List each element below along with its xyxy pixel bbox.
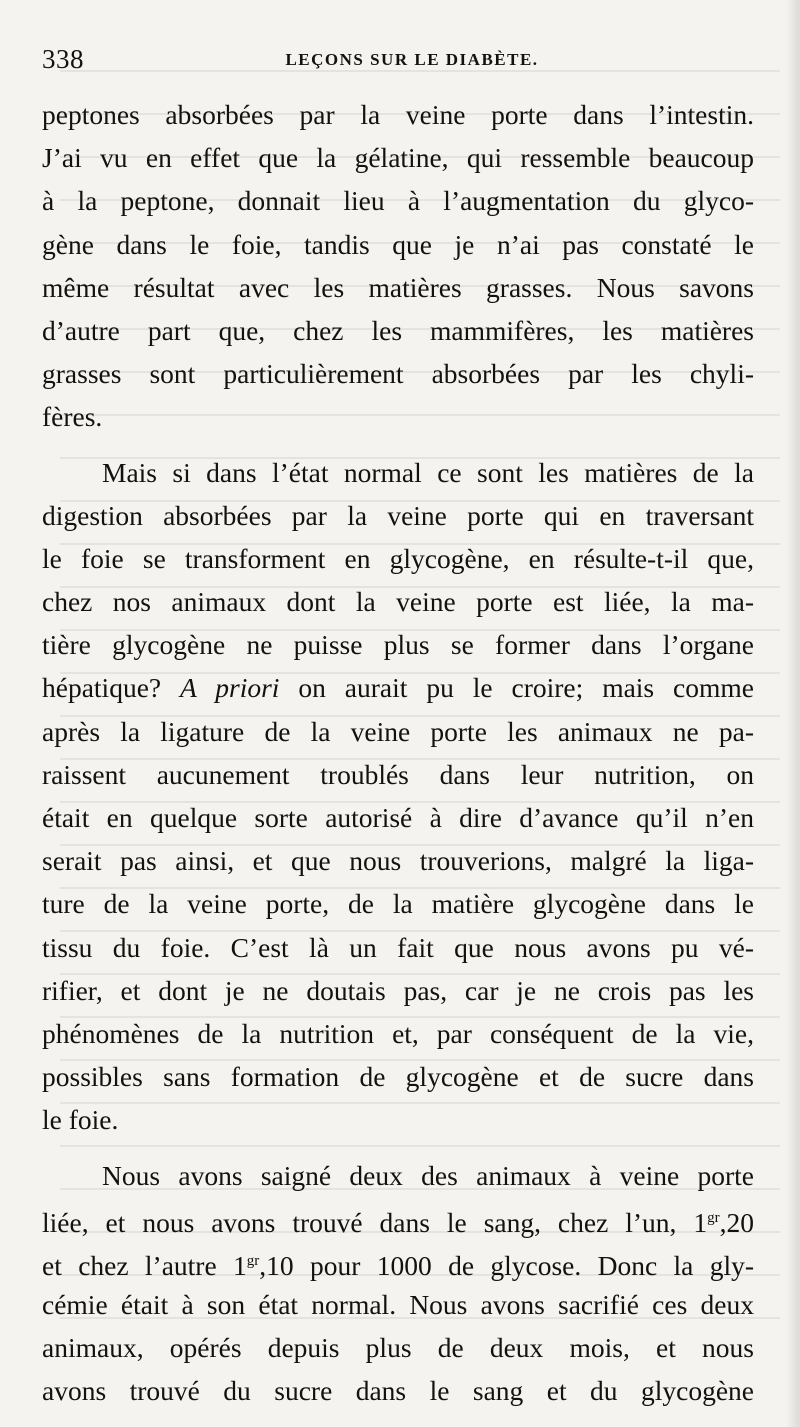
- text-fragment: hépatique?: [42, 672, 181, 704]
- text-line: raissent aucunement troublés dans leur nutrition, on: [42, 758, 754, 790]
- running-title: LEÇONS SUR LE DIABÈTE.: [285, 50, 539, 69]
- text-line: J’ai vu en effet que la gélatine, qui ressemble beaucoup: [42, 142, 754, 174]
- body-text: [42, 93, 754, 1413]
- text-line: le foie se transforment en glycogène, en résulte-t-il que,: [42, 542, 754, 574]
- text-line: le foie.: [42, 1104, 119, 1136]
- unit-superscript: gr: [246, 1252, 260, 1269]
- text-line: possibles sans formation de glycogène et de sucre dans: [42, 1061, 754, 1093]
- italic-phrase: A priori: [180, 672, 280, 704]
- text-line: grasses sont particulièrement absorbées par les chyli-: [42, 358, 754, 390]
- text-line: après la ligature de la veine porte les animaux ne pa-: [42, 715, 754, 747]
- text-fragment: liée, et nous avons trouvé dans le sang, chez l’un, 1: [42, 1206, 708, 1238]
- text-fragment: ,10 pour 1000 de glycose. Donc la gly-: [259, 1250, 754, 1282]
- page-number: 338: [42, 44, 84, 74]
- text-line: [42, 1240, 754, 1283]
- text-line: était en quelque sorte autorisé à dire d’avance qu’il n’en: [42, 802, 754, 833]
- text-line: tissu du foie. C’est là un fait que nous avons pu vé-: [42, 931, 754, 963]
- text-fragment: et chez l’autre 1: [42, 1250, 247, 1282]
- text-line: à la peptone, donnait lieu à l’augmentation du glyco-: [42, 185, 754, 217]
- text-line: cémie était à son état normal. Nous avons sacrifié ces deux: [42, 1289, 754, 1321]
- paragraph-1: [42, 93, 754, 439]
- text-line: Mais si dans l’état normal ce sont les matières de la: [102, 456, 754, 488]
- text-line: phénomènes de la nutrition et, par conséquent de la vie,: [42, 1017, 754, 1049]
- text-line: rifier, et dont je ne doutais pas, car je ne crois pas les: [42, 974, 754, 1006]
- text-line: tière glycogène ne puisse plus se former dans l’organe: [42, 629, 754, 661]
- text-line: animaux, opérés depuis plus de deux mois, et nous: [42, 1332, 754, 1364]
- text-line: Nous avons saigné deux des animaux à veine porte: [102, 1159, 754, 1191]
- text-line: ture de la veine porte, de la matière glycogène dans le: [42, 888, 754, 920]
- unit-superscript: gr: [707, 1209, 720, 1226]
- text-line: d’autre part que, chez les mammifères, les matières: [42, 314, 754, 346]
- text-fragment: ,20: [719, 1206, 754, 1238]
- text-line: même résultat avec les matières grasses. Nous savons: [42, 271, 754, 303]
- text-line: [42, 666, 754, 709]
- paragraph-3: [42, 1154, 754, 1413]
- text-line: peptones absorbées par la veine porte dans l’intestin.: [42, 99, 754, 130]
- page-edge-shadow: [786, 0, 800, 1427]
- text-line: digestion absorbées par la veine porte qui en traversant: [42, 499, 754, 531]
- text-line: chez nos animaux dont la veine porte est liée, la ma-: [42, 586, 754, 618]
- text-line: serait pas ainsi, et que nous trouverions, malgré la liga-: [42, 845, 754, 877]
- text-fragment: on aurait pu le croire; mais comme: [279, 672, 754, 704]
- text-line: [42, 1197, 754, 1240]
- paragraph-2: [42, 451, 754, 1142]
- text-line: avons trouvé du sucre dans le sang et du glycogène: [42, 1375, 754, 1407]
- text-line: gène dans le foie, tandis que je n’ai pas constaté le: [42, 228, 754, 260]
- page-header: [42, 44, 742, 80]
- text-line: fères.: [42, 401, 103, 433]
